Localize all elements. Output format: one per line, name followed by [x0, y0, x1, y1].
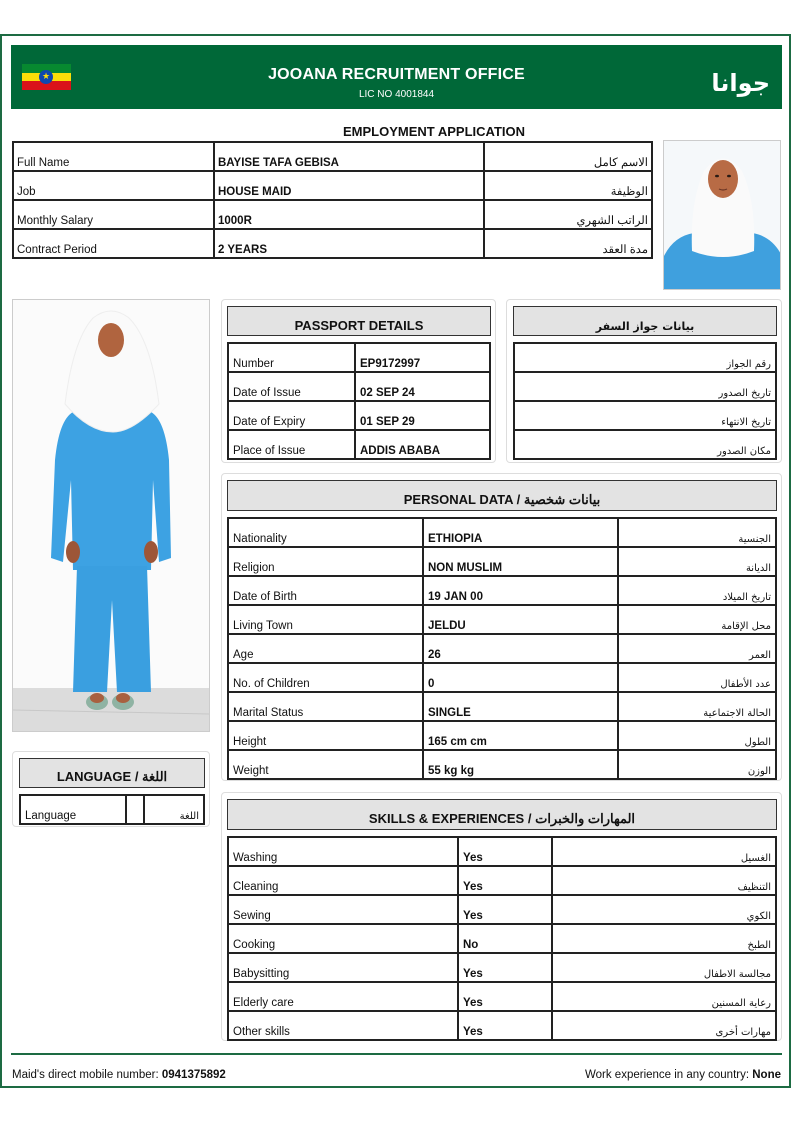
application-title: EMPLOYMENT APPLICATION [343, 124, 525, 139]
passport-table [227, 342, 491, 460]
row-label: Monthly Salary [13, 200, 214, 229]
work-experience-line [585, 1069, 781, 1081]
row-value: 1000R [214, 200, 484, 229]
skills-title: SKILLS & EXPERIENCES / المهارات والخبرات [227, 799, 777, 830]
row-arabic-label: رقم الجواز [514, 343, 776, 372]
table-row [514, 372, 776, 401]
work-experience-value: None [752, 1069, 781, 1081]
skill-value: Yes [458, 1011, 552, 1040]
skills-card [221, 792, 782, 1041]
row-label: Religion [228, 547, 423, 576]
row-arabic-label: الوزن [618, 750, 776, 779]
row-value: 02 SEP 24 [355, 372, 490, 401]
row-value: ETHIOPIA [423, 518, 618, 547]
skill-label: Babysitting [228, 953, 458, 982]
personal-data-title: PERSONAL DATA / بيانات شخصية [227, 480, 777, 511]
row-label: Job [13, 171, 214, 200]
row-value: JELDU [423, 605, 618, 634]
table-row [20, 795, 204, 824]
table-row [228, 982, 776, 1011]
table-row [228, 343, 490, 372]
skill-value: Yes [458, 866, 552, 895]
table-row [13, 142, 652, 171]
table-row [228, 372, 490, 401]
skill-value: No [458, 924, 552, 953]
passport-arabic-title: بيانات جواز السفر [513, 306, 777, 336]
row-label: Date of Expiry [228, 401, 355, 430]
row-value: EP9172997 [355, 343, 490, 372]
footer-divider [11, 1053, 782, 1055]
skill-label: Other skills [228, 1011, 458, 1040]
row-label: Height [228, 721, 423, 750]
table-row [228, 750, 776, 779]
skills-table [227, 836, 777, 1041]
row-label: Marital Status [228, 692, 423, 721]
skill-arabic-label: الكوي [552, 895, 776, 924]
skill-label: Cooking [228, 924, 458, 953]
row-value: 26 [423, 634, 618, 663]
skill-label: Washing [228, 837, 458, 866]
table-row [228, 866, 776, 895]
skill-value: Yes [458, 982, 552, 1011]
table-row [228, 547, 776, 576]
row-label: Place of Issue [228, 430, 355, 459]
table-row [13, 200, 652, 229]
skill-arabic-label: التنظيف [552, 866, 776, 895]
passport-arabic-table [513, 342, 777, 460]
table-row [514, 401, 776, 430]
row-value: ADDIS ABABA [355, 430, 490, 459]
table-row [228, 430, 490, 459]
personal-data-table [227, 517, 777, 780]
row-arabic-label: مكان الصدور [514, 430, 776, 459]
passport-card [221, 299, 496, 463]
row-label: Age [228, 634, 423, 663]
table-row [228, 721, 776, 750]
table-row [228, 518, 776, 547]
row-arabic-label: الطول [618, 721, 776, 750]
full-body-photo [12, 299, 210, 732]
table-row [228, 634, 776, 663]
row-value: 01 SEP 29 [355, 401, 490, 430]
star-emblem-icon: ★ [39, 70, 53, 84]
language-label: Language [20, 795, 126, 824]
row-label: Date of Birth [228, 576, 423, 605]
table-row [228, 924, 776, 953]
table-row [228, 663, 776, 692]
row-arabic-label: محل الإقامة [618, 605, 776, 634]
row-arabic-label: الراتب الشهري [484, 200, 652, 229]
row-arabic-label: الاسم كامل [484, 142, 652, 171]
skill-arabic-label: رعاية المسنين [552, 982, 776, 1011]
row-arabic-label: العمر [618, 634, 776, 663]
row-label: Nationality [228, 518, 423, 547]
skill-label: Sewing [228, 895, 458, 924]
table-row [228, 576, 776, 605]
row-arabic-label: الديانة [618, 547, 776, 576]
mobile-label: Maid's direct mobile number: [12, 1069, 159, 1081]
portrait-photo [663, 140, 781, 290]
row-label: Full Name [13, 142, 214, 171]
row-value: 55 kg kg [423, 750, 618, 779]
language-title: LANGUAGE / اللغة [19, 758, 205, 788]
license-number: LIC NO 4001844 [358, 89, 435, 100]
row-arabic-label: الحالة الاجتماعية [618, 692, 776, 721]
language-table [19, 794, 205, 825]
row-arabic-label: تاريخ الصدور [514, 372, 776, 401]
row-value: BAYISE TAFA GEBISA [214, 142, 484, 171]
table-row [228, 692, 776, 721]
row-value: HOUSE MAID [214, 171, 484, 200]
row-value: 165 cm cm [423, 721, 618, 750]
skill-value: Yes [458, 895, 552, 924]
personal-data-card [221, 473, 782, 781]
row-label: Number [228, 343, 355, 372]
row-label: Contract Period [13, 229, 214, 258]
row-value: NON MUSLIM [423, 547, 618, 576]
table-row [228, 605, 776, 634]
row-arabic-label: الجنسية [618, 518, 776, 547]
row-label: Weight [228, 750, 423, 779]
row-arabic-label: مدة العقد [484, 229, 652, 258]
skill-label: Cleaning [228, 866, 458, 895]
row-label: Living Town [228, 605, 423, 634]
row-value: 19 JAN 00 [423, 576, 618, 605]
language-value [126, 795, 144, 824]
row-label: No. of Children [228, 663, 423, 692]
row-value: SINGLE [423, 692, 618, 721]
work-experience-label: Work experience in any country: [584, 1069, 750, 1081]
table-row [13, 229, 652, 258]
header-banner [11, 45, 782, 109]
table-row [228, 837, 776, 866]
row-value: 0 [423, 663, 618, 692]
row-arabic-label: الوظيفة [484, 171, 652, 200]
row-arabic-label: عدد الأطفال [618, 663, 776, 692]
mobile-number-line [12, 1069, 226, 1081]
language-card [12, 751, 210, 827]
skill-label: Elderly care [228, 982, 458, 1011]
table-row [228, 895, 776, 924]
table-row [228, 953, 776, 982]
skill-value: Yes [458, 953, 552, 982]
table-row [13, 171, 652, 200]
passport-arabic-card [506, 299, 782, 463]
arabic-logo: جوانا [711, 69, 770, 97]
skill-arabic-label: مهارات أخرى [552, 1011, 776, 1040]
table-row [514, 343, 776, 372]
row-arabic-label: تاريخ الميلاد [618, 576, 776, 605]
employment-table [12, 141, 653, 259]
row-value: 2 YEARS [214, 229, 484, 258]
skill-arabic-label: الغسيل [552, 837, 776, 866]
table-row [228, 1011, 776, 1040]
skill-value: Yes [458, 837, 552, 866]
skill-arabic-label: مجالسة الاطفال [552, 953, 776, 982]
language-arabic-label: اللغة [144, 795, 204, 824]
row-label: Date of Issue [228, 372, 355, 401]
table-row [514, 430, 776, 459]
office-name: JOOANA RECRUITMENT OFFICE [268, 66, 525, 83]
passport-title: PASSPORT DETAILS [227, 306, 491, 336]
mobile-value: 0941375892 [161, 1069, 226, 1081]
table-row [228, 401, 490, 430]
skill-arabic-label: الطبخ [552, 924, 776, 953]
row-arabic-label: تاريخ الانتهاء [514, 401, 776, 430]
